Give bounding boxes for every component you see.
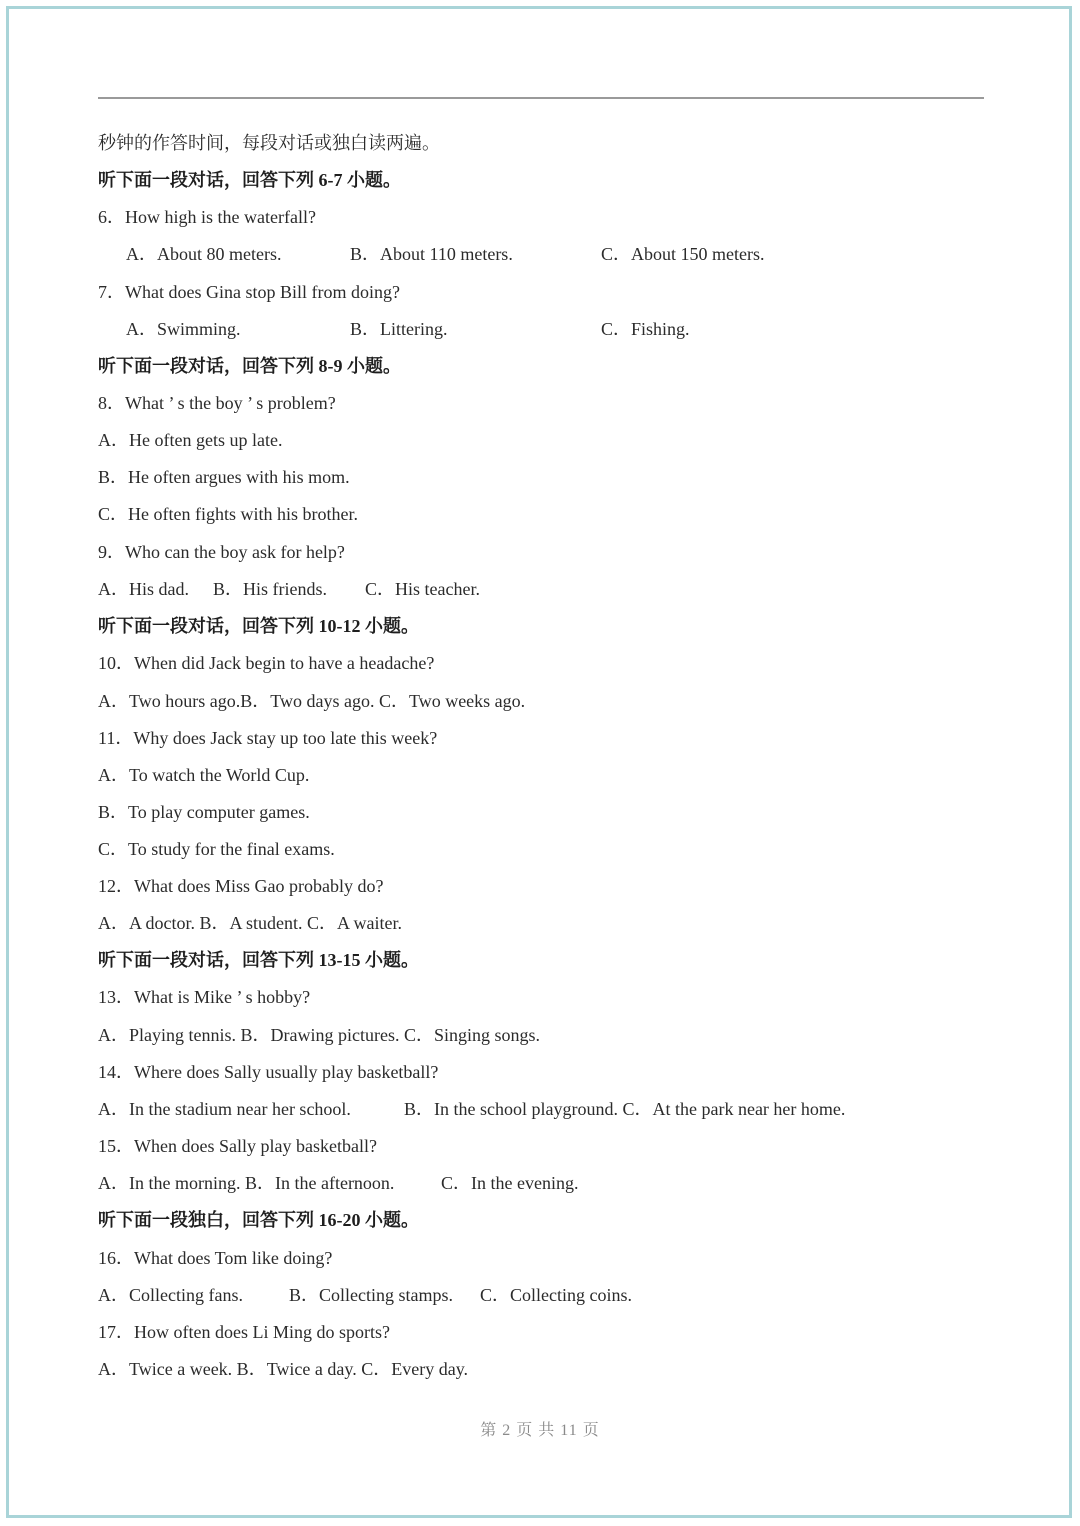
option-c: C．Fishing.	[601, 319, 690, 339]
option-c: C．Collecting coins.	[480, 1285, 632, 1305]
intro-text: 秒钟的作答时间，每段对话或独白读两遍。	[98, 133, 440, 153]
option-b: B．Collecting stamps.	[289, 1285, 453, 1305]
option-b: B．His friends.	[213, 579, 327, 599]
question-7-options	[98, 317, 984, 341]
option-a: A．About 80 meters.	[126, 244, 282, 264]
option-a: A．In the stadium near her school.	[98, 1099, 351, 1119]
question-10-options: A．Two hours ago.B．Two days ago. C．Two weeks ago.	[98, 691, 526, 711]
question-17: 17．How often does Li Ming do sports?	[98, 1322, 390, 1342]
question-13: 13．What is Mike ’ s hobby?	[98, 987, 311, 1007]
question-9: 9．Who can the boy ask for help?	[98, 542, 345, 562]
option-a: A．Swimming.	[126, 319, 241, 339]
question-10: 10．When did Jack begin to have a headache?	[98, 653, 435, 673]
option-a-b: A．In the morning. B．In the afternoon.	[98, 1173, 395, 1193]
option-b-c: B．In the school playground. C．At the park near her home.	[404, 1099, 846, 1119]
question-6: 6．How high is the waterfall?	[98, 207, 316, 227]
option-c: C．About 150 meters.	[601, 244, 765, 264]
question-8: 8．What ’ s the boy ’ s problem?	[98, 393, 336, 413]
section-heading: 听下面一段对话，回答下列 6-7 小题。	[98, 170, 401, 190]
option-a: A．Collecting fans.	[98, 1285, 243, 1305]
question-9-options	[98, 577, 984, 601]
option-b: B．About 110 meters.	[350, 244, 513, 264]
section-heading: 听下面一段对话，回答下列 13-15 小题。	[98, 950, 419, 970]
option-c: C．In the evening.	[441, 1173, 579, 1193]
question-11: 11．Why does Jack stay up too late this week?	[98, 728, 438, 748]
section-heading: 听下面一段独白，回答下列 16-20 小题。	[98, 1210, 419, 1230]
option-a: A．To watch the World Cup.	[98, 765, 310, 785]
question-16-options	[98, 1283, 984, 1307]
question-13-options: A．Playing tennis. B．Drawing pictures. C．Singing songs.	[98, 1025, 540, 1045]
option-c: C．His teacher.	[365, 579, 480, 599]
option-c: C．To study for the final exams.	[98, 839, 335, 859]
option-c: C．He often fights with his brother.	[98, 504, 358, 524]
question-14-options	[98, 1097, 984, 1121]
question-12-options: A．A doctor. B．A student. C．A waiter.	[98, 913, 402, 933]
question-12: 12．What does Miss Gao probably do?	[98, 876, 384, 896]
section-heading: 听下面一段对话，回答下列 10-12 小题。	[98, 616, 419, 636]
question-15-options	[98, 1171, 984, 1195]
page-number: 第 2 页 共 11 页	[480, 1422, 600, 1439]
question-16: 16．What does Tom like doing?	[98, 1248, 333, 1268]
option-b: B．Littering.	[350, 319, 448, 339]
question-6-options	[98, 242, 984, 266]
question-15: 15．When does Sally play basketball?	[98, 1136, 377, 1156]
question-17-options: A．Twice a week. B．Twice a day. C．Every day.	[98, 1359, 469, 1379]
section-heading: 听下面一段对话，回答下列 8-9 小题。	[98, 356, 401, 376]
question-14: 14．Where does Sally usually play basketball?	[98, 1062, 439, 1082]
option-b: B．To play computer games.	[98, 802, 310, 822]
option-a: A．His dad.	[98, 579, 189, 599]
header-rule	[98, 97, 984, 99]
option-a: A．He often gets up late.	[98, 430, 283, 450]
question-7: 7．What does Gina stop Bill from doing?	[98, 282, 400, 302]
option-b: B．He often argues with his mom.	[98, 467, 350, 487]
